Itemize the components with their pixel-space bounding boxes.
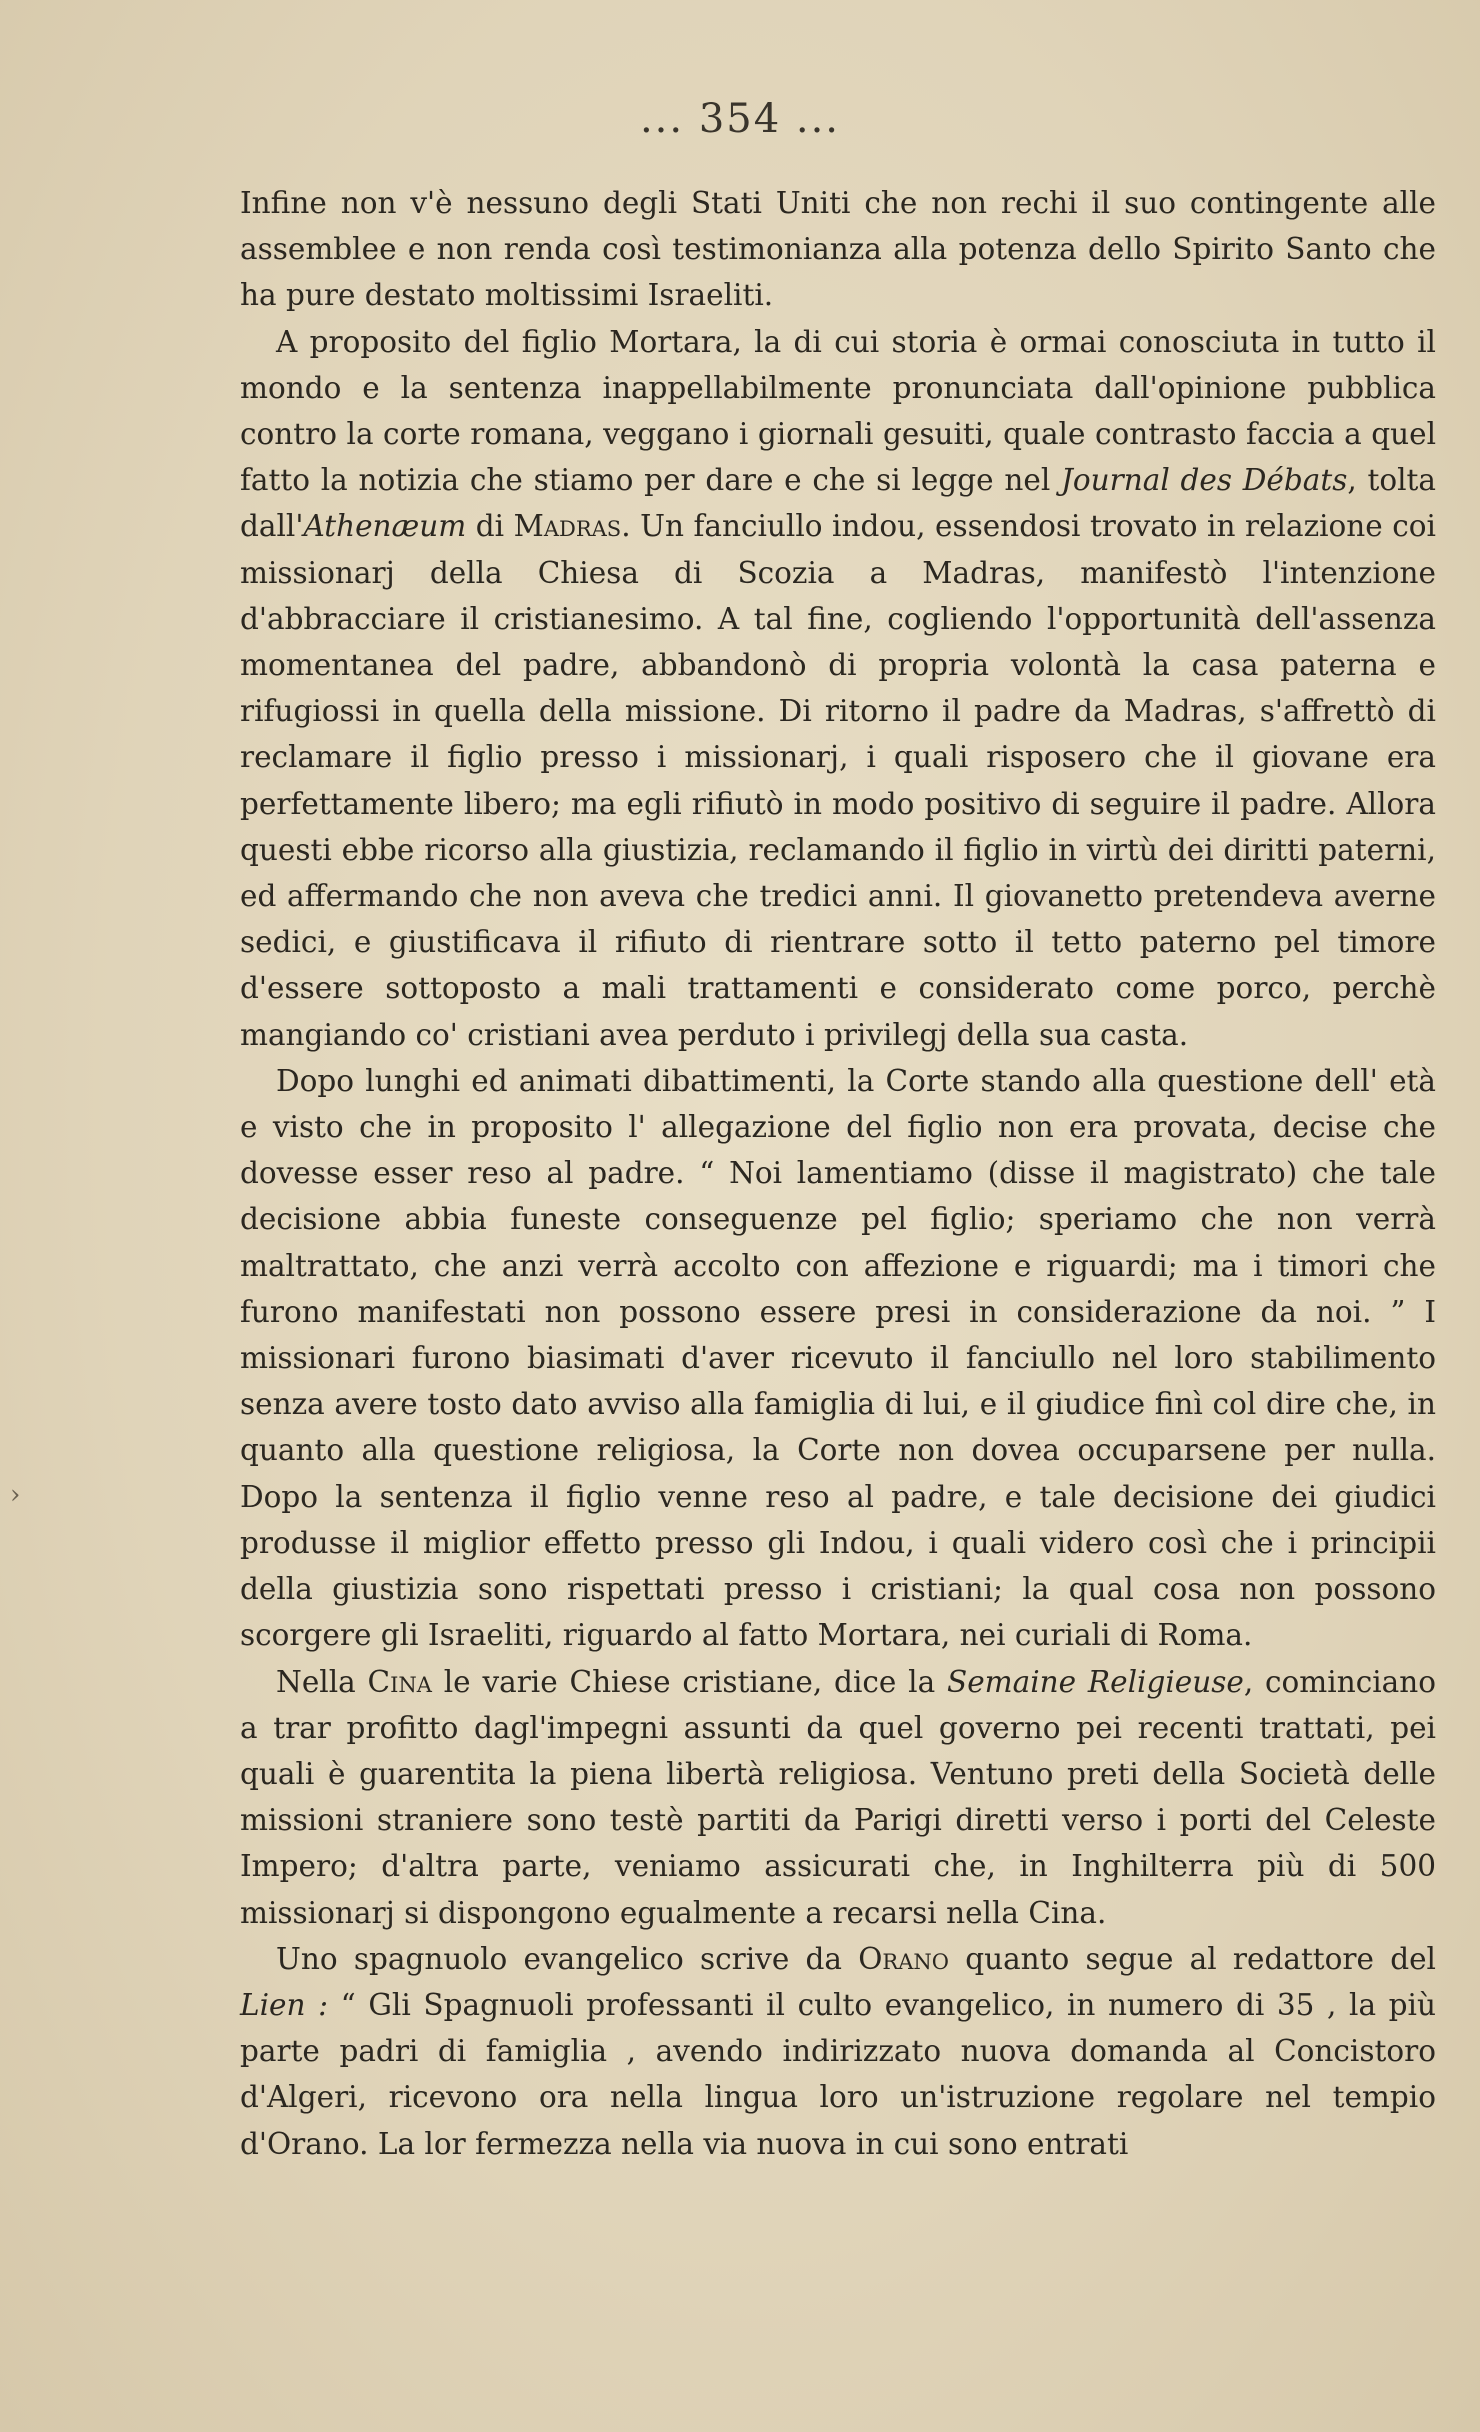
text-segment: A proposito del figlio Mortara, la di cui storia è ormai conosciuta in tutto il mondo e la sentenza inappellabilmente pronunciata dall'opinione pubblica contro la corte romana, veggano i giornali gesuiti, quale contrasto faccia a quel fatto la notizia che stiamo per dare e che si legge nel — [240, 324, 1436, 498]
text-segment: Infine non v'è nessuno degli Stati Uniti che non rechi il suo contingente alle assemblee e non renda così testimonianza alla potenza dello Spirito Santo che ha pure destato moltissimi Israeliti. — [240, 186, 1436, 313]
text-segment: le varie Chiese cristiane, dice la — [431, 1664, 947, 1699]
text-segment: , tolta dall' — [240, 463, 1436, 544]
paragraph-3 — [240, 1058, 1436, 1659]
text-segment: quanto segue al redattore del — [948, 1941, 1436, 1976]
body-text — [240, 180, 1436, 2167]
text-segment: Lien : — [240, 1987, 329, 2022]
text-segment: Madras — [513, 509, 622, 544]
text-segment: Nella — [276, 1664, 368, 1699]
text-segment: “ Gli Spagnuoli professanti il culto evangelico, in numero di 35 , la più parte padri di famiglia , avendo indirizzato nuova domanda al Concistoro d'Algeri, ricevono ora nella lingua loro un'istruzione regolare nel tempio d'Orano. La lor fermezza nella via nuova in cui sono entrati — [240, 1987, 1436, 2161]
paragraph-5 — [240, 1936, 1436, 2167]
text-segment: . Un fanciullo indou, essendosi trovato in relazione coi missionarj della Chiesa di Scozia a Madras, manifestò l'intenzione d'abbracciare il cristianesimo. A tal fine, cogliendo l'opportunità dell'assenza momentanea del padre, abbandonò di propria volontà la casa paterna e rifugiossi in quella della missione. Di ritorno il padre da Madras, s'affrettò di reclamare il figlio presso i missionarj, i quali risposero che il giovane era perfettamente libero; ma egli rifiutò in modo positivo di seguire il padre. Allora questi ebbe ricorso alla giustizia, reclamando il figlio in virtù dei diritti paterni, ed affermando che non aveva che tredici anni. Il giovanetto pretendeva averne sedici, e giustificava il rifiuto di rientrare sotto il tetto paterno pel timore d'essere sottoposto a mali trattamenti e considerato come porco, perchè mangiando co' cristiani avea perduto i privilegj della sua casta. — [240, 509, 1436, 1052]
paragraph-1 — [240, 180, 1436, 319]
text-segment: Uno spagnuolo evangelico scrive da — [276, 1941, 859, 1976]
text-segment: Athenæum — [303, 509, 467, 544]
paragraph-4 — [240, 1659, 1436, 1936]
text-segment: , cominciano a trar profitto dagl'impegni assunti da quel governo pei recenti trattati, pei quali è guarentita la piena libertà religiosa. Ventuno preti della Società delle missioni straniere sono testè partiti da Parigi diretti verso i porti del Celeste Impero; d'altra parte, veniamo assicurati che, in Inghilterra più di 500 missionarj si dispongono egualmente a recarsi nella Cina. — [240, 1664, 1436, 1930]
paragraph-2 — [240, 319, 1436, 1058]
margin-mark: › — [10, 1480, 21, 1510]
text-segment: di — [466, 509, 514, 544]
text-segment: Semaine Religieuse — [946, 1664, 1244, 1699]
text-segment: Journal des Débats — [1061, 463, 1348, 498]
page-number: ... 354 ... — [639, 96, 841, 142]
text-segment: Cina — [367, 1664, 432, 1699]
text-segment: Dopo lunghi ed animati dibattimenti, la Corte stando alla questione dell' età e visto che in proposito l' allegazione del figlio non era provata, decise che dovesse esser reso al padre. “ Noi lamentiamo (disse il magistrato) che tale decisione abbia funeste conseguenze pel figlio; speriamo che non verrà maltrattato, che anzi verrà accolto con affezione e riguardi; ma i timori che furono manifestati non possono essere presi in considerazione da noi. ” I missionari furono biasimati d'aver ricevuto il fanciullo nel loro stabilimento senza avere tosto dato avviso alla famiglia di lui, e il giudice finì col dire che, in quanto alla questione religiosa, la Corte non dovea occuparsene per nulla. Dopo la sentenza il figlio venne reso al padre, e tale decisione dei giudici produsse il miglior effetto presso gli Indou, i quali videro così che i principii della giustizia sono rispettati presso i cristiani; la qual cosa non possono scorgere gli Israeliti, riguardo al fatto Mortara, nei curiali di Roma. — [240, 1063, 1436, 1653]
text-segment: Orano — [858, 1941, 949, 1976]
